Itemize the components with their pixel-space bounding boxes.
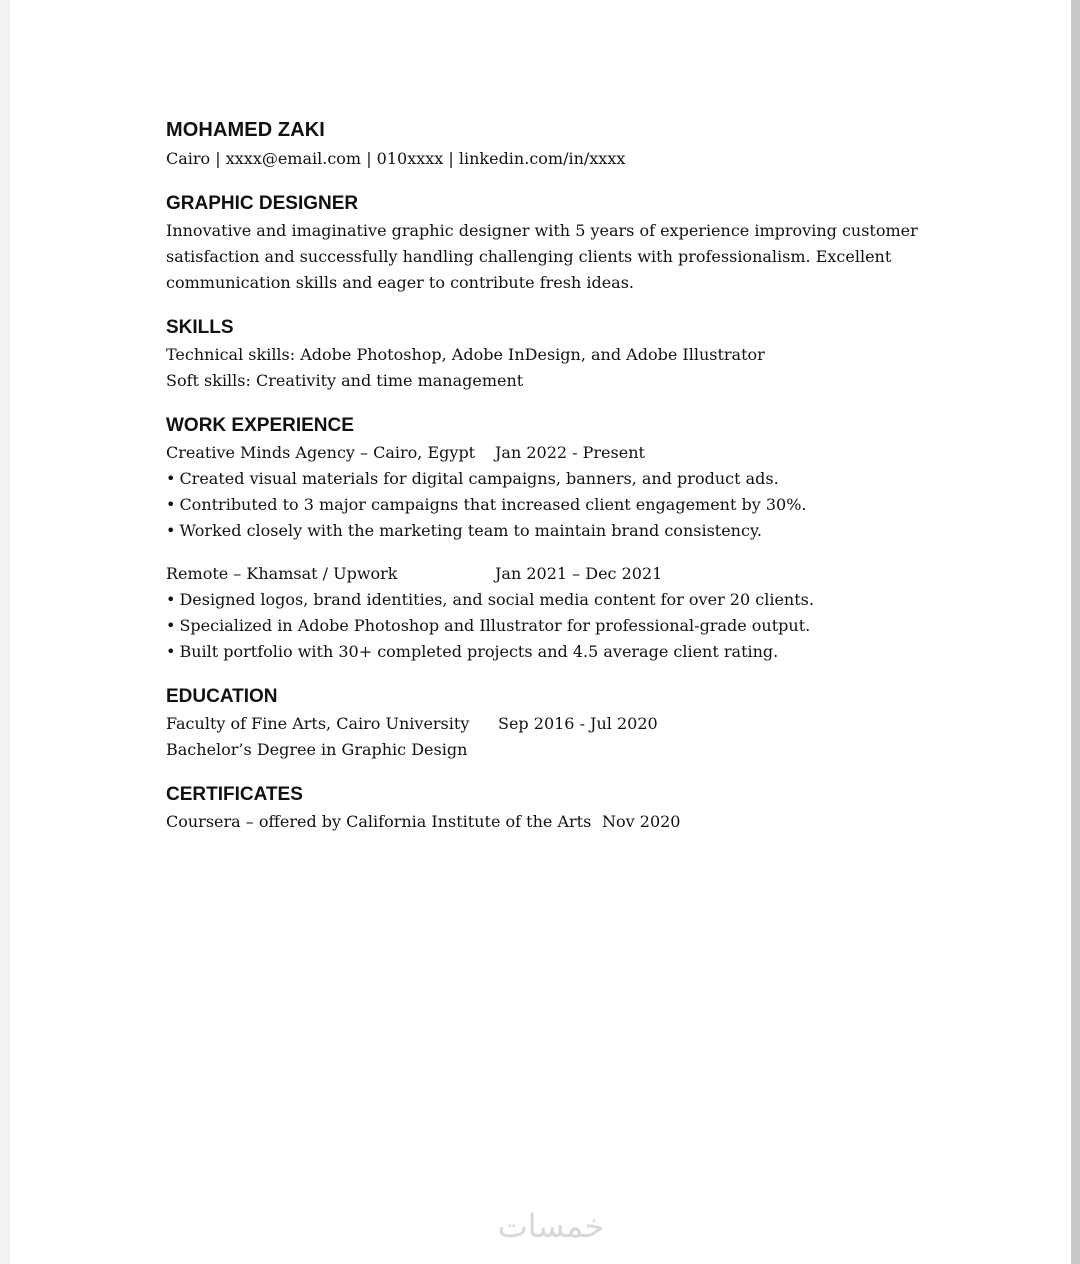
experience-section [166,414,926,665]
job-dates: Jan 2021 – Dec 2021 [495,564,663,583]
certificates-section [166,783,926,835]
certificates-heading: CERTIFICATES [166,784,303,805]
certificate-date: Nov 2020 [602,812,681,831]
skills-section [166,316,926,394]
job-header [166,440,926,466]
contact-info: Cairo | xxxx@email.com | 010xxxx | linkedin.com/in/xxxx [166,149,626,168]
soft-skills: Soft skills: Creativity and time management [166,371,524,390]
certificate-name: Coursera – offered by California Institute of the Arts [166,812,592,831]
job-header [166,561,926,587]
job-title-heading: GRAPHIC DESIGNER [166,193,359,214]
bullet-icon: • [166,642,176,661]
degree: Bachelor’s Degree in Graphic Design [166,740,468,759]
skills-heading: SKILLS [166,317,234,338]
bullet-icon: • [166,521,176,540]
education-section [166,685,926,763]
summary-section [166,192,926,296]
experience-heading: WORK EXPERIENCE [166,415,354,436]
job-company: Remote – Khamsat / Upwork [166,564,398,583]
bullet-icon: • [166,495,176,514]
job-bullet: • Built portfolio with 30+ completed projects and 4.5 average client rating. [166,642,779,661]
job-dates: Jan 2022 - Present [495,443,645,462]
certificate-entry [166,809,926,835]
job-bullet: • Specialized in Adobe Photoshop and Illustrator for professional-grade output. [166,616,811,635]
summary-text: Innovative and imaginative graphic designer with 5 years of experience improving customer satisfaction and successfully handling challenging clients with professionalism. Excellent communication skills and eager to contribute fresh ideas. [166,221,918,292]
technical-skills: Technical skills: Adobe Photoshop, Adobe InDesign, and Adobe Illustrator [166,345,765,364]
job-entry [166,561,926,665]
bullet-icon: • [166,469,176,488]
resume-content [166,117,926,835]
job-bullet: • Worked closely with the marketing team to maintain brand consistency. [166,521,762,540]
page-edge-scrollbar [1071,0,1080,1264]
job-company: Creative Minds Agency – Cairo, Egypt [166,443,476,462]
bullet-icon: • [166,590,176,609]
resume-page [10,0,1071,1264]
job-bullet: • Contributed to 3 major campaigns that increased client engagement by 30%. [166,495,807,514]
education-dates: Sep 2016 - Jul 2020 [498,714,658,733]
job-bullet: • Designed logos, brand identities, and social media content for over 20 clients. [166,590,814,609]
education-heading: EDUCATION [166,686,278,707]
job-bullet: • Created visual materials for digital campaigns, banners, and product ads. [166,469,779,488]
school-name: Faculty of Fine Arts, Cairo University [166,714,470,733]
bullet-icon: • [166,616,176,635]
education-header [166,711,926,737]
candidate-name: MOHAMED ZAKI [166,119,325,141]
khamsat-watermark-logo: خمسات [497,1207,605,1245]
job-entry [166,440,926,544]
